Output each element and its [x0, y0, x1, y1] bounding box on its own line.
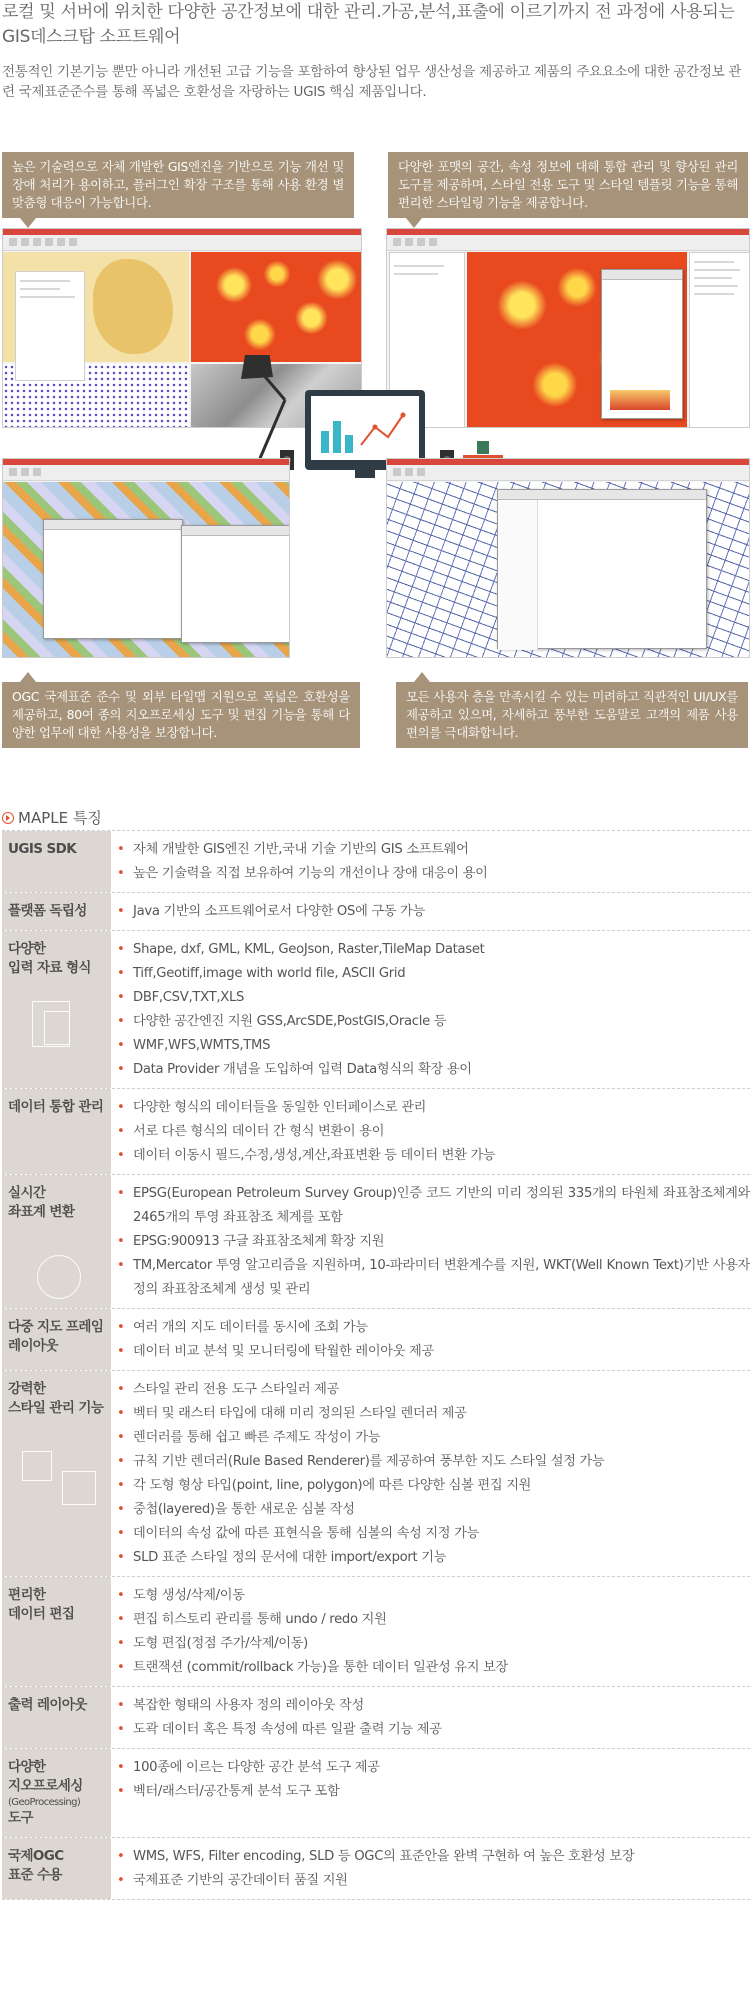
list-item: • 다양한 공간엔진 지원 GSS,ArcSDE,PostGIS,Oracle 등 — [117, 1010, 750, 1034]
lamp-icon — [235, 355, 285, 473]
features-table — [2, 830, 750, 1900]
feature-category: 데이터 통합 관리 — [2, 1089, 111, 1174]
feature-category: 다양한 입력 자료 형식 — [2, 931, 111, 1088]
section-title: MAPLE 특징 — [2, 807, 102, 828]
feature-row — [2, 1576, 750, 1686]
intro-title: 로컬 및 서버에 위치한 다양한 공간정보에 대한 관리.가공,분석,표출에 이르기까지 전 과정에 사용되는 GIS데스크탑 소프트웨어 — [2, 2, 735, 47]
list-item: • TM,Mercator 투영 알고리즘을 지원하며, 10-파라미터 변환계수를 지원, WKT(Well Known Text)기반 사용자 정의 좌표참조체계 생성 및 관리 — [117, 1254, 750, 1302]
decoration-icon — [37, 1255, 81, 1299]
list-item: • 데이터의 속성 값에 따른 표현식을 통해 심볼의 속성 지정 가능 — [117, 1522, 750, 1546]
feature-category: 편리한 데이터 편집 — [2, 1577, 111, 1686]
list-item: • Shape, dxf, GML, KML, GeoJson, Raster,TileMap Dataset — [117, 938, 750, 962]
feature-list — [111, 1577, 750, 1686]
list-item: • 데이터 비교 분석 및 모니터링에 탁월한 레이아웃 제공 — [117, 1340, 750, 1364]
list-item: • Java 기반의 소프트웨어로서 다양한 OS에 구동 가능 — [117, 900, 750, 924]
list-item: • EPSG:900913 구글 좌표참조체계 확장 지원 — [117, 1230, 750, 1254]
feature-category: 국제OGC 표준 수용 — [2, 1838, 111, 1899]
feature-list — [111, 1838, 750, 1899]
list-item: • 벡터 및 래스터 타입에 대해 미리 정의된 스타일 렌더러 제공 — [117, 1402, 750, 1426]
feature-category: 플랫폼 독립성 — [2, 893, 111, 930]
feature-list — [111, 1687, 750, 1748]
list-item: • WMF,WFS,WMTS,TMS — [117, 1034, 750, 1058]
feature-row — [2, 1308, 750, 1370]
list-item: • 국제표준 기반의 공간데이터 품질 지원 — [117, 1869, 750, 1893]
decoration-icon — [44, 1011, 70, 1045]
feature-row — [2, 1370, 750, 1576]
feature-list — [111, 893, 750, 930]
list-item: • 데이터 이동시 필드,수정,생성,계산,좌표변환 등 데이터 변환 가능 — [117, 1144, 750, 1168]
feature-list — [111, 1749, 750, 1837]
feature-row — [2, 930, 750, 1088]
feature-category: 실시간 좌표계 변환 — [2, 1175, 111, 1308]
feature-list — [111, 831, 750, 892]
list-item: • 복잡한 형태의 사용자 정의 레이아웃 작성 — [117, 1694, 750, 1718]
list-item: • SLD 표준 스타일 정의 문서에 대한 import/export 기능 — [117, 1546, 750, 1570]
feature-row — [2, 1837, 750, 1900]
callout-data-management: 다양한 포맷의 공간, 속성 정보에 대해 통합 관리 및 향상된 관리 도구를 제공하며, 스타일 전용 도구 및 스타일 템플릿 기능을 통해 편리한 스타일링 기능을 제공합니다. — [388, 152, 748, 218]
feature-list — [111, 1089, 750, 1174]
screenshot-geoprocessing — [2, 458, 290, 658]
feature-list — [111, 1309, 750, 1370]
list-item: • Tiff,Geotiff,image with world file, ASCII Grid — [117, 962, 750, 986]
list-item: • 다양한 형식의 데이터들을 동일한 인터페이스로 관리 — [117, 1096, 750, 1120]
list-item: • 도형 생성/삭제/이동 — [117, 1584, 750, 1608]
list-item: • DBF,CSV,TXT,XLS — [117, 986, 750, 1010]
feature-row — [2, 1174, 750, 1308]
feature-list — [111, 931, 750, 1088]
feature-category: UGIS SDK — [2, 831, 111, 892]
list-item: • 규칙 기반 렌더러(Rule Based Renderer)를 제공하여 풍부한 지도 스타일 설정 가능 — [117, 1450, 750, 1474]
list-item: • 도형 편집(정점 주가/삭제/이동) — [117, 1632, 750, 1656]
callout-ogc-standard: OGC 국제표준 준수 및 외부 타일맵 지원으로 폭넓은 호환성을 제공하고, 80여 종의 지오프로세싱 도구 및 편집 기능을 통해 다양한 업무에 대한 사용성을 보장합니다. — [2, 682, 360, 748]
feature-category: 출력 레이아웃 — [2, 1687, 111, 1748]
decoration-icon — [22, 1451, 52, 1481]
list-item: • 렌더러를 통해 쉽고 빠른 주제도 작성이 가능 — [117, 1426, 750, 1450]
list-item: • EPSG(European Petroleum Survey Group)인증 코드 기반의 미리 정의된 335개의 타원체 좌표참조체계와 2465개의 투영 좌표참조 체계를 포함 — [117, 1182, 750, 1230]
feature-category: 다양한 지오프로세싱 (GeoProcessing) 도구 — [2, 1749, 111, 1837]
feature-list — [111, 1175, 750, 1308]
list-item: • 트랜잭션 (commit/rollback 가능)을 통한 데이터 일관성 유지 보장 — [117, 1656, 750, 1680]
list-item: • 중첩(layered)을 통한 새로운 심볼 작성 — [117, 1498, 750, 1522]
list-item: • Data Provider 개념을 도입하여 입력 Data형식의 확장 용이 — [117, 1058, 750, 1082]
list-item: • WMS, WFS, Filter encoding, SLD 등 OGC의 표준안을 완벽 구현하 여 높은 호환성 보장 — [117, 1845, 750, 1869]
play-circle-icon — [2, 812, 14, 824]
list-item: • 스타일 관리 전용 도구 스타일러 제공 — [117, 1378, 750, 1402]
feature-row — [2, 1748, 750, 1837]
feature-row — [2, 830, 750, 892]
decoration-icon — [62, 1471, 96, 1505]
list-item: • 100종에 이르는 다양한 공간 분석 도구 제공 — [117, 1756, 750, 1780]
feature-row — [2, 1088, 750, 1174]
feature-row — [2, 1686, 750, 1748]
list-item: • 높은 기술력을 직접 보유하여 기능의 개선이나 장애 대응이 용이 — [117, 862, 750, 886]
feature-row — [2, 892, 750, 930]
screenshot-help — [386, 458, 750, 658]
list-item: • 각 도형 형상 타입(point, line, polygon)에 따른 다양한 심볼 편집 지원 — [117, 1474, 750, 1498]
list-item: • 벡터/래스터/공간통계 분석 도구 포함 — [117, 1780, 750, 1804]
feature-list — [111, 1371, 750, 1576]
feature-category: 다중 지도 프레임 레이아웃 — [2, 1309, 111, 1370]
list-item: • 자체 개발한 GIS엔진 기반,국내 기술 기반의 GIS 소프트웨어 — [117, 838, 750, 862]
list-item: • 편집 히스토리 관리를 통해 undo / redo 지원 — [117, 1608, 750, 1632]
callout-engine: 높은 기술력으로 자체 개발한 GIS엔진을 기반으로 기능 개선 및 장애 처리가 용이하고, 플러그인 확장 구조를 통해 사용 환경 별 맞춤형 대응이 가능합니다. — [2, 152, 354, 218]
list-item: • 서로 다른 형식의 데이터 간 형식 변환이 용이 — [117, 1120, 750, 1144]
feature-category: 강력한 스타일 관리 기능 — [2, 1371, 111, 1576]
list-item: • 도곽 데이터 혹은 특정 속성에 따른 일괄 출력 기능 제공 — [117, 1718, 750, 1742]
intro-description: 전통적인 기본기능 뿐만 아니라 개선된 고급 기능을 포함하여 향상된 업무 생산성을 제공하고 제품의 주요요소에 대한 공간정보 관련 국제표준준수를 통해 폭넓은 호환성을 자랑하는 UGIS 핵심 제품입니다. — [2, 64, 742, 100]
list-item: • 여러 개의 지도 데이터를 동시에 조회 가능 — [117, 1316, 750, 1340]
callout-ui-ux: 모든 사용자 층을 만족시킬 수 있는 미려하고 직관적인 UI/UX를 제공하고 있으며, 자세하고 풍부한 도움말로 고객의 제품 사용 편의를 극대화합니다. — [396, 682, 748, 748]
